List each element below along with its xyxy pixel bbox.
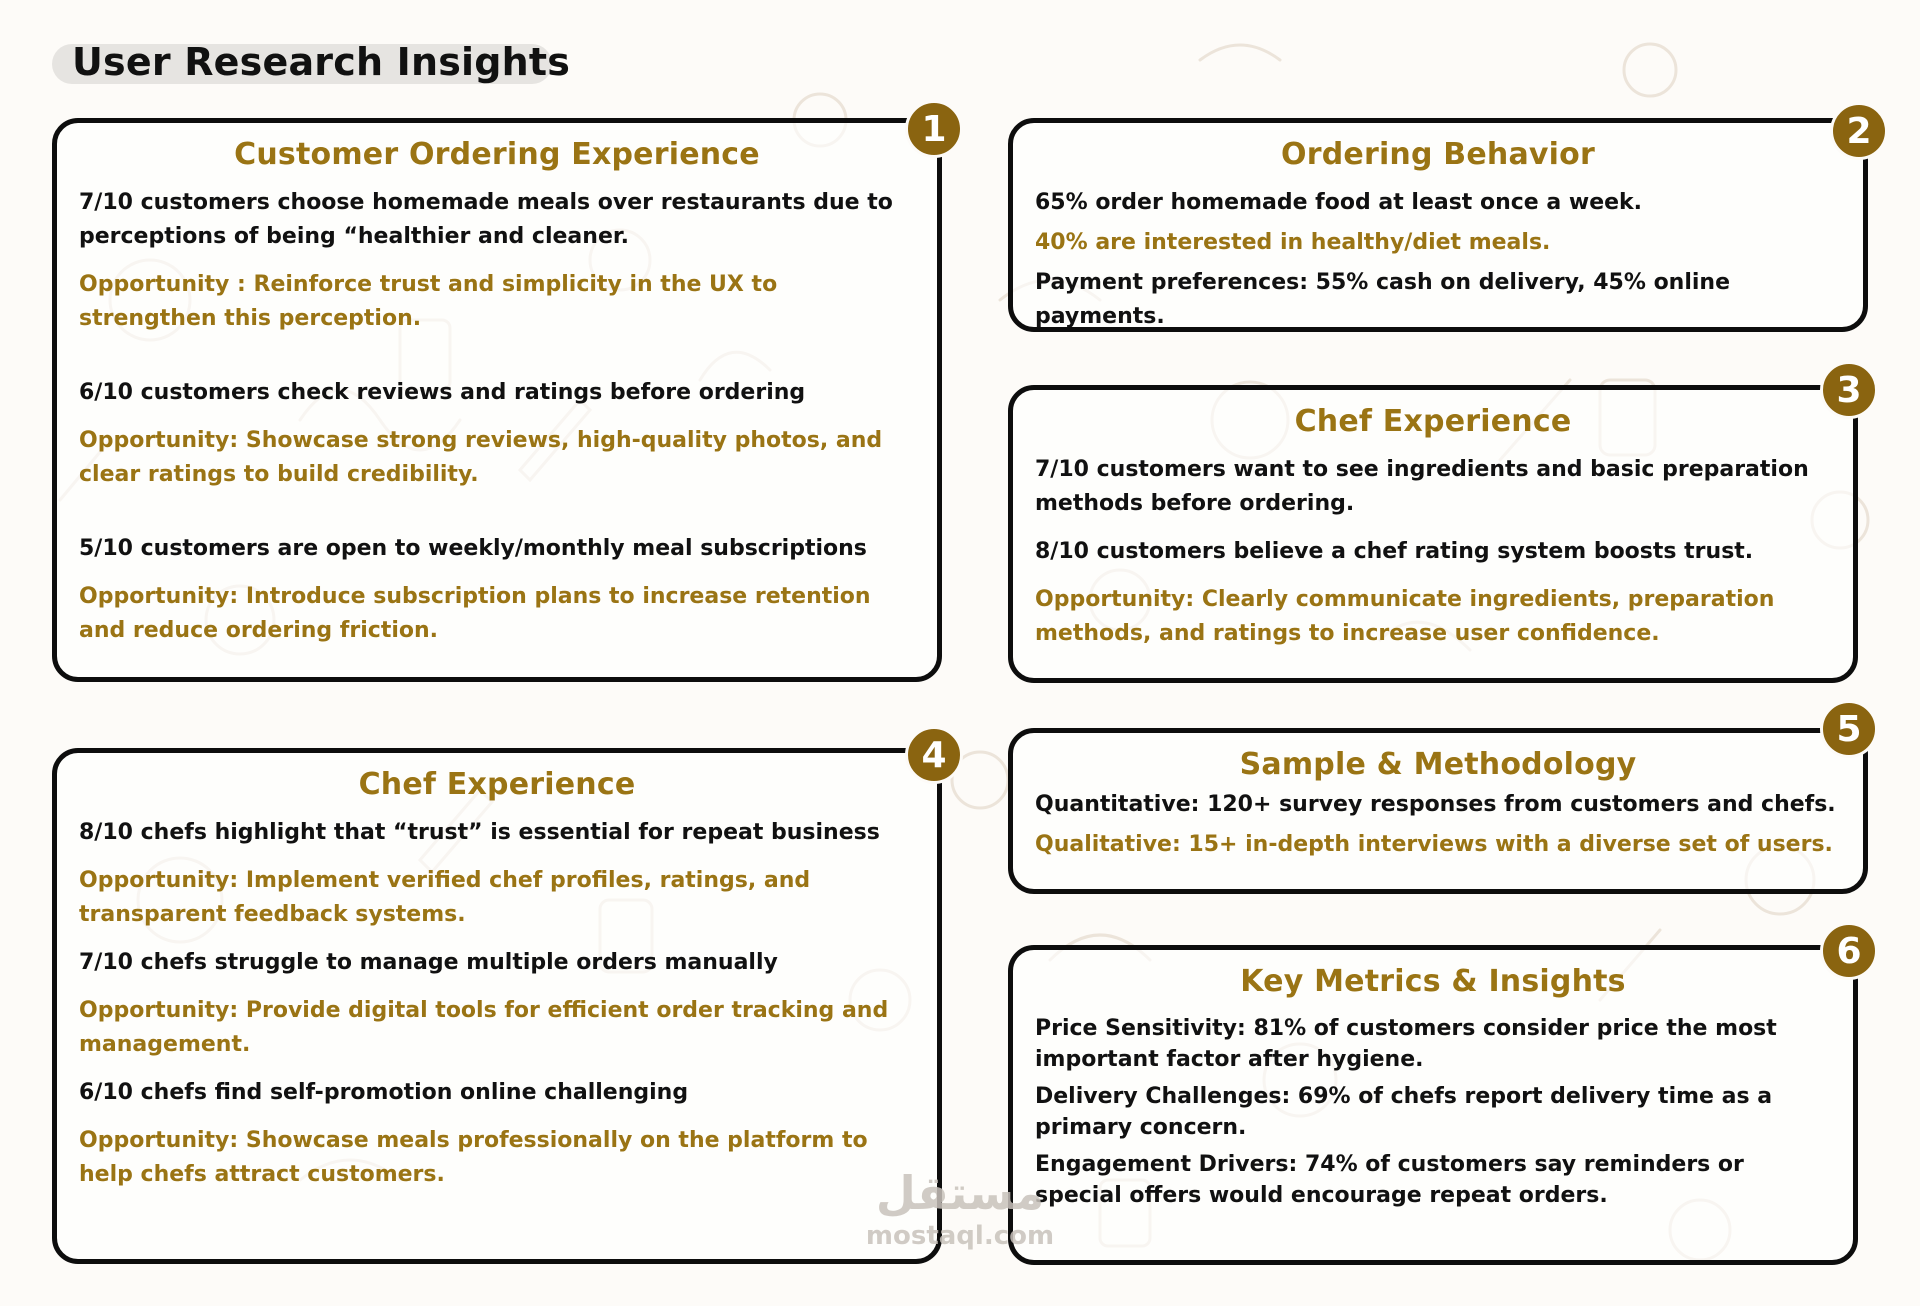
insight-opportunity: Opportunity: Showcase meals professionally on the platform to help chefs attract customers.: [79, 1128, 868, 1187]
insight-line: 40% are interested in healthy/diet meals.: [1035, 230, 1551, 255]
insight-opportunity: Opportunity : Reinforce trust and simplicity in the UX to strengthen this perception.: [79, 272, 778, 331]
mostaql-watermark: [840, 1165, 1080, 1265]
insight-line: Payment preferences: 55% cash on delivery, 45% online payments.: [1035, 270, 1731, 329]
insight-opportunity: Opportunity: Provide digital tools for efficient order tracking and management.: [79, 998, 889, 1057]
card-number-badge: 2: [1830, 102, 1888, 160]
insight-line: 8/10 customers believe a chef rating system boosts trust.: [1035, 539, 1754, 564]
card-number-badge: 4: [905, 726, 963, 784]
page-title: User Research Insights: [72, 40, 571, 84]
card-chef-experience-chefs: [52, 748, 942, 1264]
card-number-badge: 5: [1820, 700, 1878, 758]
card-ordering-behavior: [1008, 118, 1868, 332]
insight-line: Delivery Challenges: 69% of chefs report delivery time as a primary concern.: [1035, 1084, 1773, 1140]
card-chef-experience-customer: [1008, 385, 1858, 683]
card-title: Customer Ordering Experience: [234, 137, 760, 172]
insight-stat: 7/10 customers choose homemade meals over restaurants due to perceptions of being “healthier and cleaner.: [79, 190, 893, 249]
insight-stat: 6/10 customers check reviews and ratings before ordering: [79, 380, 806, 405]
insight-stat: 6/10 chefs find self-promotion online challenging: [79, 1080, 689, 1105]
insight-line: Engagement Drivers: 74% of customers say reminders or special offers would encourage repeat orders.: [1035, 1152, 1744, 1208]
card-title: Chef Experience: [1294, 404, 1572, 439]
card-sample-methodology: [1008, 728, 1868, 894]
insight-line: Opportunity: Clearly communicate ingredients, preparation methods, and ratings to increase user confidence.: [1035, 587, 1775, 646]
insight-line: Price Sensitivity: 81% of customers consider price the most important factor after hygiene.: [1035, 1016, 1777, 1072]
card-title: Chef Experience: [358, 767, 636, 802]
insight-opportunity: Opportunity: Implement verified chef profiles, ratings, and transparent feedback systems.: [79, 868, 811, 927]
insight-stat: 7/10 chefs struggle to manage multiple orders manually: [79, 950, 778, 975]
card-title: Sample & Methodology: [1239, 747, 1637, 782]
card-title: Key Metrics & Insights: [1240, 964, 1626, 999]
watermark-url: mostaql.com: [865, 1221, 1055, 1251]
insight-opportunity: Opportunity: Showcase strong reviews, high-quality photos, and clear ratings to build credibility.: [79, 428, 883, 487]
insight-line: 65% order homemade food at least once a week.: [1035, 190, 1643, 215]
card-title: Ordering Behavior: [1281, 137, 1595, 172]
insight-line: Quantitative: 120+ survey responses from customers and chefs.: [1035, 792, 1836, 817]
card-number-badge: 3: [1820, 361, 1878, 419]
card-number-badge: 1: [905, 100, 963, 158]
watermark-logo: مستقل: [875, 1166, 1045, 1220]
card-key-metrics: [1008, 945, 1858, 1265]
card-customer-ordering-experience: [52, 118, 942, 682]
insight-stat: 5/10 customers are open to weekly/monthly meal subscriptions: [79, 536, 867, 561]
card-number-badge: 6: [1820, 922, 1878, 980]
insight-line: 7/10 customers want to see ingredients and basic preparation methods before ordering.: [1035, 457, 1809, 516]
insight-opportunity: Opportunity: Introduce subscription plans to increase retention and reduce ordering friction.: [79, 584, 871, 643]
insight-line: Qualitative: 15+ in-depth interviews with a diverse set of users.: [1035, 832, 1833, 857]
insight-stat: 8/10 chefs highlight that “trust” is essential for repeat business: [79, 820, 880, 845]
